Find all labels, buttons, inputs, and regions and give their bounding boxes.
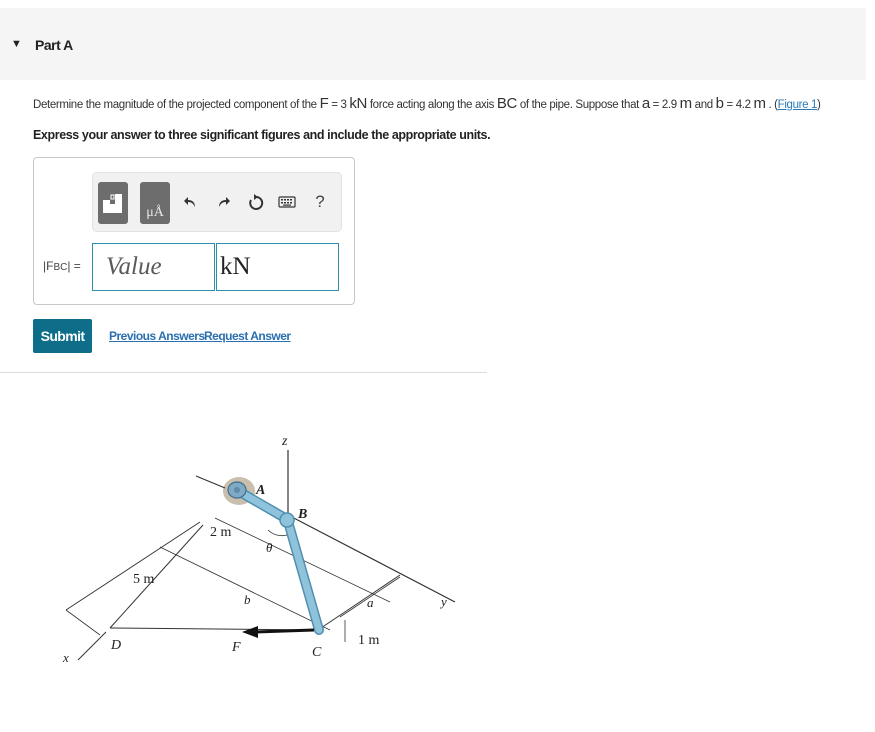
- units-mu-angstrom-icon: [140, 182, 170, 224]
- x-axis-line-far: [78, 632, 106, 660]
- unit-kN: kN: [349, 95, 367, 112]
- x-axis-line-near: [196, 476, 225, 488]
- label-theta: θ: [266, 540, 273, 555]
- variable-b: b: [715, 95, 724, 112]
- templates-button[interactable]: [98, 182, 128, 224]
- label-B: B: [298, 507, 308, 522]
- section-divider: [0, 372, 487, 373]
- question-segment: = 4.2: [723, 99, 754, 111]
- pipe-bc: [289, 525, 319, 630]
- label-z: z: [282, 434, 288, 449]
- figure-link[interactable]: Figure 1: [777, 99, 818, 111]
- question-text: [33, 95, 821, 112]
- pipe-elbow: [280, 513, 294, 527]
- answer-instruction: Express your answer to three significant figures and include the appropriate units.: [33, 128, 491, 142]
- collapse-triangle-icon[interactable]: ▼: [11, 38, 22, 50]
- question-segment: ): [817, 99, 821, 111]
- dimension-5m-line: [66, 522, 200, 610]
- label-a: a: [367, 595, 374, 610]
- fbc-label-sub: BC: [53, 262, 68, 273]
- unit-m: m: [753, 95, 766, 112]
- flange-center: [234, 487, 240, 493]
- question-segment: and: [691, 99, 716, 111]
- label-x: x: [63, 650, 69, 665]
- fbc-label: [43, 259, 81, 273]
- request-answer-link[interactable]: Request Answer: [204, 329, 291, 343]
- fbc-label-prefix: |F: [43, 259, 54, 273]
- label-F: F: [232, 640, 241, 655]
- question-segment: = 2.9: [649, 99, 680, 111]
- construction-line-c: [318, 575, 400, 630]
- construction-line-d: [110, 525, 203, 628]
- force-f-shaft: [255, 630, 314, 632]
- question-segment: Determine the magnitude of the projected component of the: [33, 99, 320, 111]
- part-header: [0, 8, 866, 80]
- math-toolbar: [92, 172, 342, 232]
- label-D: D: [111, 638, 122, 653]
- units-glyph: μÅ: [146, 205, 164, 220]
- label-A: A: [256, 483, 266, 498]
- units-button[interactable]: [140, 182, 170, 224]
- question-segment: of the pipe. Suppose that: [516, 99, 642, 111]
- keyboard-icon[interactable]: [277, 191, 297, 213]
- label-1m: 1 m: [358, 633, 380, 648]
- redo-icon[interactable]: [213, 191, 233, 213]
- variable-F: F: [319, 95, 329, 112]
- unit-m: m: [679, 95, 692, 112]
- pipe-diagram: [0, 380, 487, 680]
- undo-icon[interactable]: [181, 191, 201, 213]
- label-C: C: [312, 645, 322, 660]
- label-2m: 2 m: [210, 525, 232, 540]
- question-segment: force acting along the axis: [366, 99, 497, 111]
- submit-button[interactable]: Submit: [33, 319, 92, 353]
- value-input[interactable]: [92, 243, 215, 291]
- label-y: y: [441, 594, 447, 609]
- y-axis-line: [288, 515, 455, 602]
- figure-1: [0, 380, 487, 680]
- unit-input[interactable]: [216, 243, 339, 291]
- templates-icon: [98, 182, 128, 224]
- dimension-5m-tick: [66, 610, 100, 635]
- variable-BC: BC: [496, 95, 517, 112]
- theta-arc: [268, 530, 287, 536]
- previous-answers-link[interactable]: Previous Answers: [109, 329, 205, 343]
- label-b: b: [244, 592, 251, 607]
- label-5m: 5 m: [133, 572, 155, 587]
- reset-icon[interactable]: [246, 191, 266, 213]
- part-title[interactable]: Part A: [35, 37, 73, 53]
- question-segment: . (: [765, 99, 778, 111]
- question-segment: = 3: [328, 99, 350, 111]
- fbc-label-suffix: | =: [67, 259, 81, 273]
- answer-box: [33, 157, 355, 305]
- force-f-arrowhead: [242, 626, 258, 638]
- variable-a: a: [641, 95, 650, 112]
- help-icon[interactable]: ?: [315, 192, 325, 211]
